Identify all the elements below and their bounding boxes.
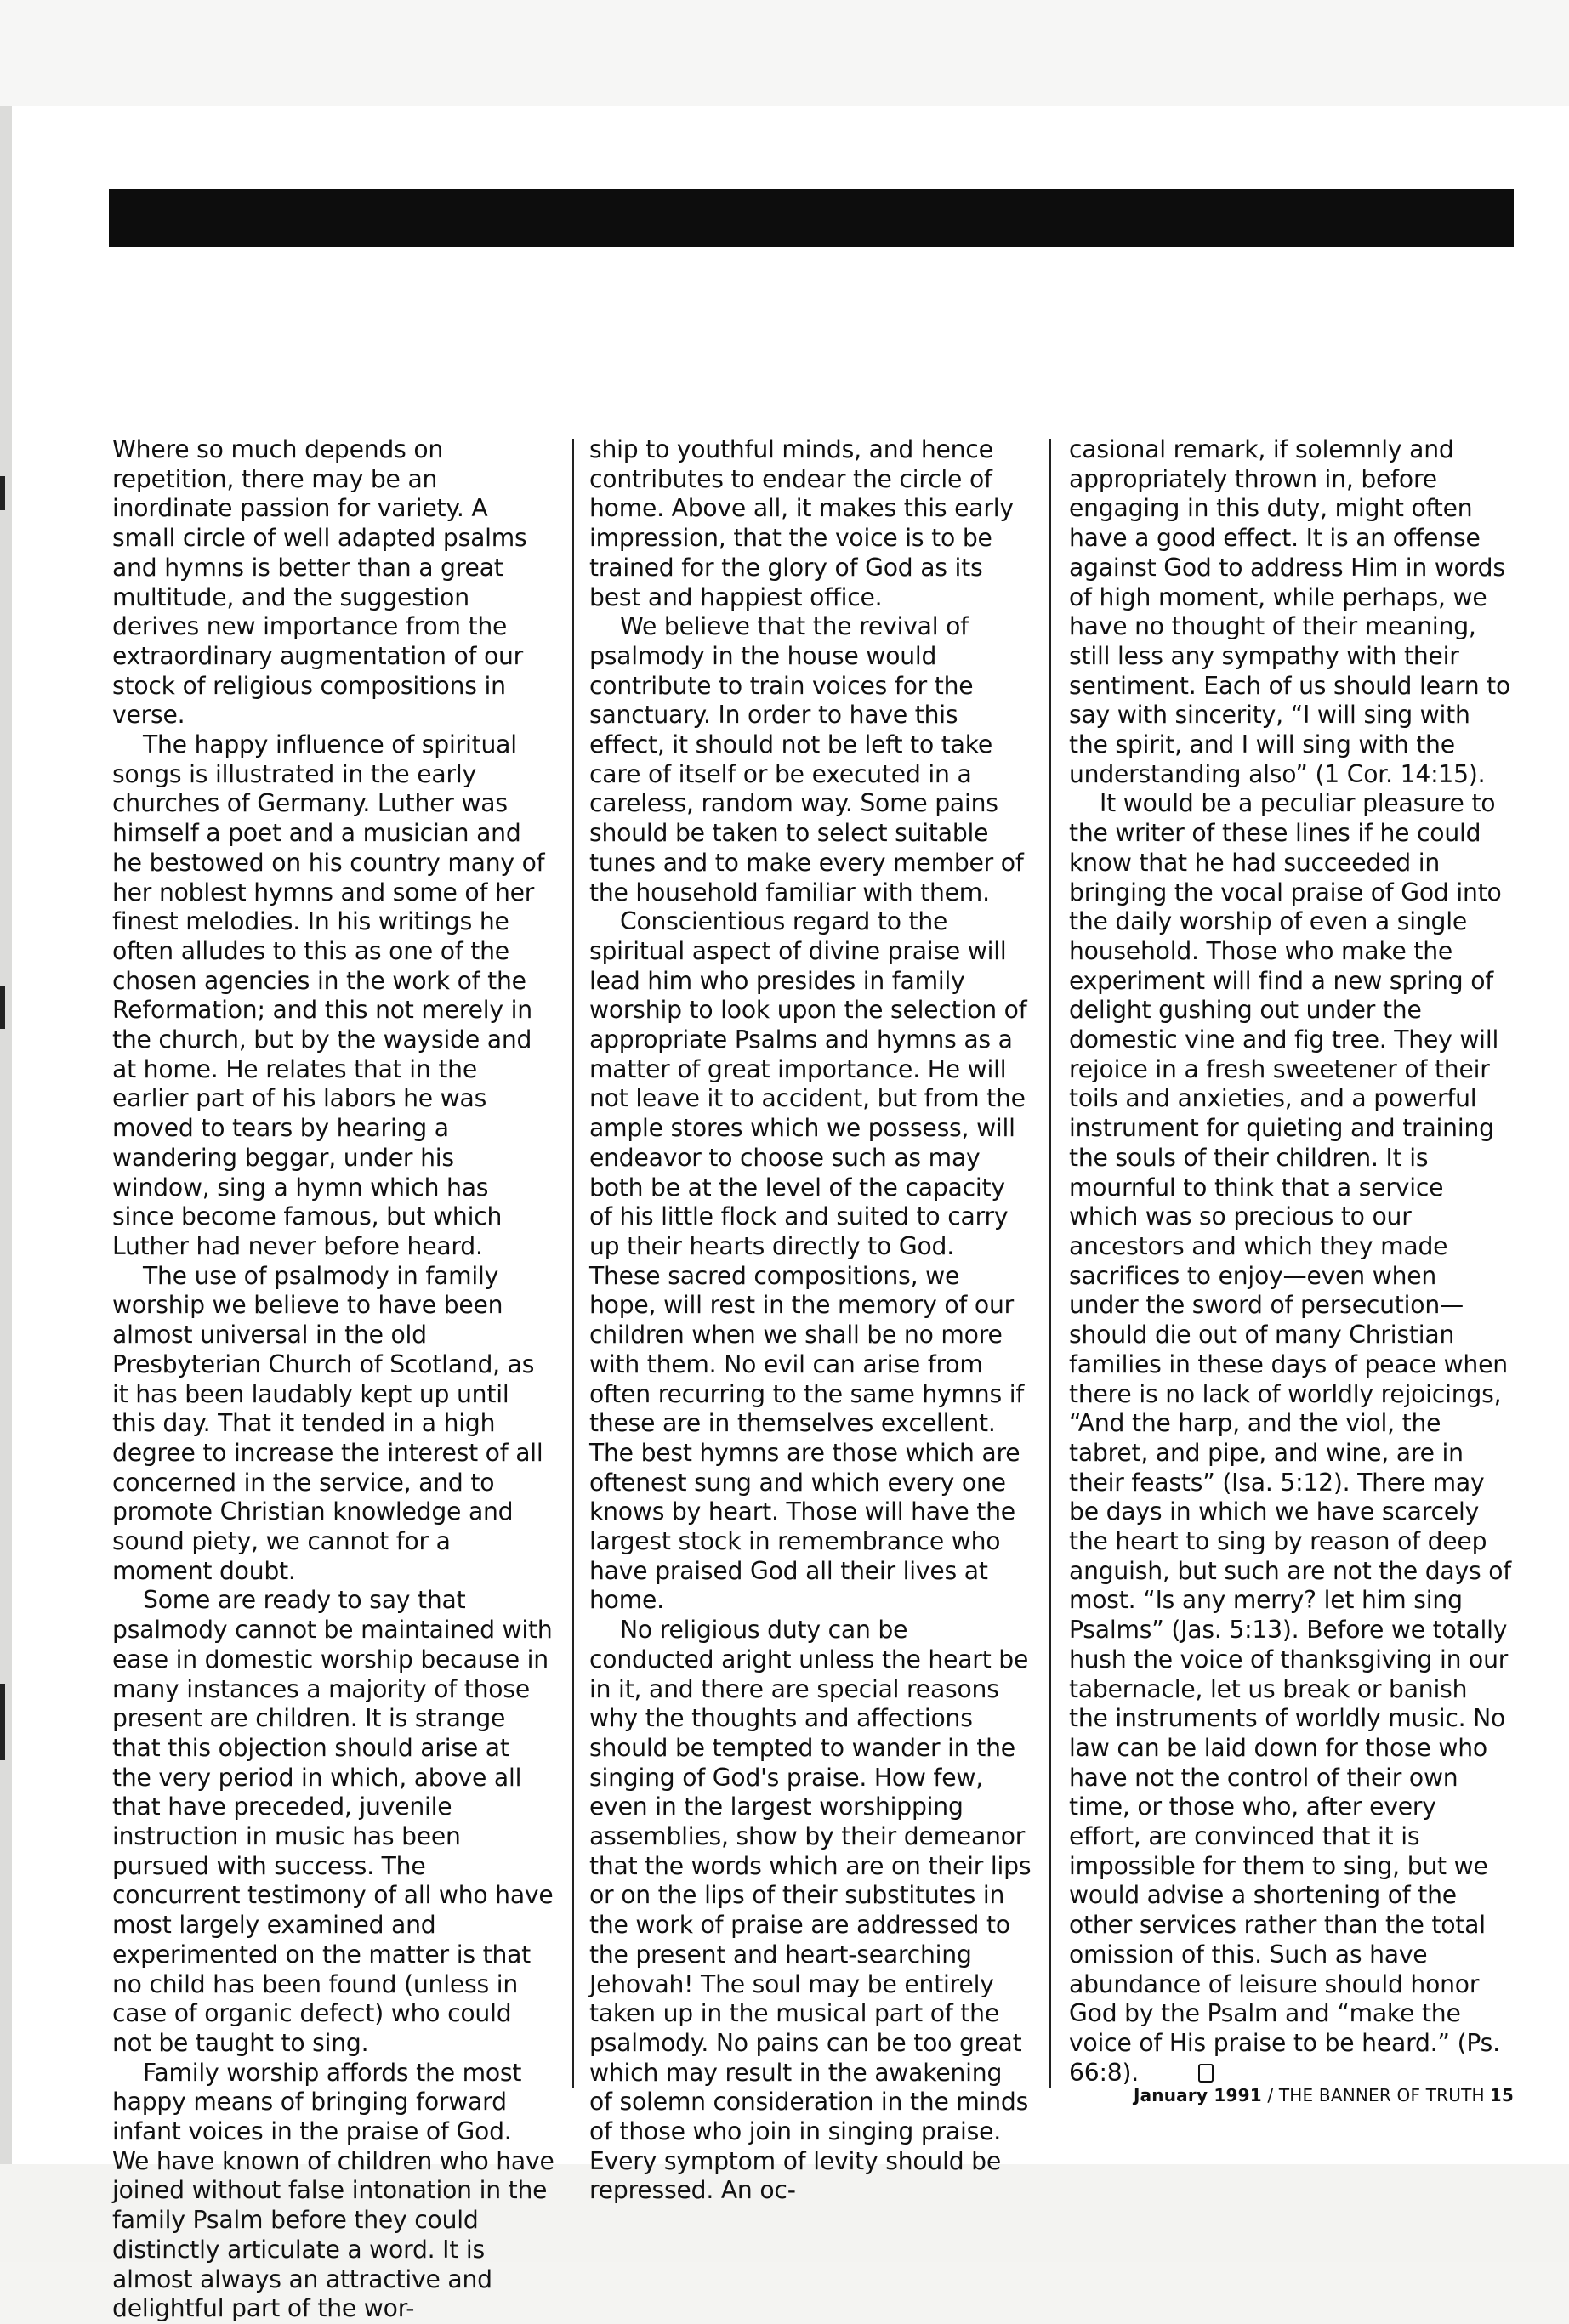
column-divider	[1049, 439, 1051, 2088]
scan-margin-top	[0, 0, 1569, 106]
paragraph: Where so much depends on repetition, there may be an inordinate passion for variety. A small circle of well adapted psalms and hymns is better than a great multitude, and the suggestion derives new importance from the extraordinary augmentation of our stock of religious compositions in verse.	[112, 435, 527, 730]
hollow-square-icon	[1198, 2064, 1214, 2083]
paragraph-text: It would be a peculiar pleasure to the writer of these lines if he could know that he had succeeded in bringing the vocal praise of God into the daily worship of even a single household. Those who make the experiment will find a new spring of delight gushing out under the domestic vine and fig tree. They will rejoice in a fresh sweetener of their toils and anxieties, and a powerful instrument for quieting and training the souls of their children. It is mournful to think that a service which was so precious to our ancestors and which they made sacrifices to enjoy—even when under the sword of persecution—should die out of many Christian families in these days of peace when there is no lack of worldly rejoicings, “And the harp, and the viol, the tabret, and pipe, and wine, are in their feasts” (Isa. 5:12). There may be days in which we have scarcely the heart to sing by reason of deep anguish, but such are not the days of most. “Is any merry? let him sing Psalms” (Jas. 5:13). Before we totally hush the voice of thanksgiving in our tabernacle, let us break or banish the instruments of worldly music. No law can be laid down for those who have not the control of their own time, or those who, after every effort, are convinced that it is impossible for them to sing, but we would advise a shortening of the other services rather than the total omission of this. Such as have abundance of leisure should honor God by the Psalm and “make the voice of His praise to be heard.” (Ps. 66:8).	[1069, 789, 1511, 2087]
footer-issue-date: January 1991	[1133, 2085, 1262, 2105]
column-2	[589, 435, 1032, 2206]
header-bar	[109, 189, 1514, 247]
column-divider	[572, 439, 574, 2088]
paragraph: Some are ready to say that psalmody cannot be maintained with ease in domestic worship because in many instances a majority of those present are children. It is strange that this objection should arise at the very period in which, above all that have preceded, juvenile instruction in music has been pursued with success. The concurrent testimony of all who have most largely examined and experimented on the matter is that no child has been found (unless in case of organic defect) who could not be taught to sing.	[112, 1586, 554, 2057]
paragraph: No religious duty can be conducted aright unless the heart be in it, and there are special reasons why the thoughts and affections should be tempted to wander in the singing of God's praise. How few, even in the largest worshipping assemblies, show by their demeanor that the words which are on their lips or on the lips of their substitutes in the work of praise are addressed to the present and heart-searching Jehovah! The soul may be entirely taken up in the musical part of the psalmody. No pains can be too great which may result in the awakening of solemn consideration in the minds of those who join in singing praise. Every symptom of levity should be repressed. An oc-	[589, 1616, 1032, 2205]
scan-margin-left	[0, 106, 12, 2164]
column-3	[1069, 435, 1511, 2088]
paragraph: Conscientious regard to the spiritual aspect of divine praise will lead him who presides in family worship to look upon the selection of appropriate Psalms and hymns as a matter of great importance. He will not leave it to accident, but from the ample stores which we possess, will endeavor to choose such as may both be at the level of the capacity of his little flock and suited to carry up their hearts directly to God. These sacred compositions, we hope, will rest in the memory of our children when we shall be no more with them. No evil can arise from often recurring to the same hymns if these are in themselves excellent. The best hymns are those which are oftenest sung and which every one knows by heart. Those will have the largest stock in remembrance who have praised God all their lives at home.	[589, 907, 1027, 1615]
paragraph: The happy influence of spiritual songs is illustrated in the early churches of Germany. Luther was himself a poet and a musician and he bestowed on his country many of her noblest hymns and some of her finest melodies. In his writings he often alludes to this as one of the chosen agencies in the work of the Reformation; and this not merely in the church, but by the wayside and at home. He relates that in the earlier part of his labors he was moved to tears by hearing a wandering beggar, under his window, sing a hymn which has since become famous, but which Luther had never before heard.	[112, 730, 545, 1260]
paragraph	[1069, 789, 1511, 2088]
paragraph: Family worship affords the most happy means of bringing forward infant voices in the praise of God. We have known of children who have joined without false intonation in the family Psalm before they could distinctly articulate a word. It is almost always an attractive and delightful part of the wor-	[112, 2058, 554, 2323]
paragraph: We believe that the revival of psalmody in the house would contribute to train voices for the sanctuary. In order to have this effect, it should not be left to take care of itself or be executed in a careless, random way. Some pains should be taken to select suitable tunes and to make every member of the household familiar with them.	[589, 612, 1024, 906]
page-footer	[1123, 2085, 1514, 2105]
paragraph: The use of psalmody in family worship we believe to have been almost universal in the old Presbyterian Church of Scotland, as it has been laudably kept up until this day. That it tended in a high degree to increase the interest of all concerned in the service, and to promote Christian knowledge and sound piety, we cannot for a moment doubt.	[112, 1261, 543, 1585]
page-number: 15	[1489, 2085, 1514, 2105]
footer-separator: /	[1261, 2085, 1279, 2105]
paragraph: casional remark, if solemnly and appropriately thrown in, before engaging in this duty, might often have a good effect. It is an offense against God to address Him in words of high moment, while perhaps, we have no thought of their meaning, still less any sympathy with their sentiment. Each of us should learn to say with sincerity, “I will sing with the spirit, and I will sing with the understanding also” (1 Cor. 14:15).	[1069, 435, 1511, 788]
footer-publication: THE BANNER OF TRUTH	[1278, 2085, 1485, 2105]
column-1	[112, 435, 554, 2324]
scan-edge-mark	[0, 476, 5, 510]
scan-edge-mark	[0, 1684, 5, 1760]
scan-edge-mark	[0, 986, 5, 1029]
paragraph: ship to youthful minds, and hence contributes to endear the circle of home. Above all, it makes this early impression, that the voice is to be trained for the glory of God as its best and happiest office.	[589, 435, 1014, 611]
